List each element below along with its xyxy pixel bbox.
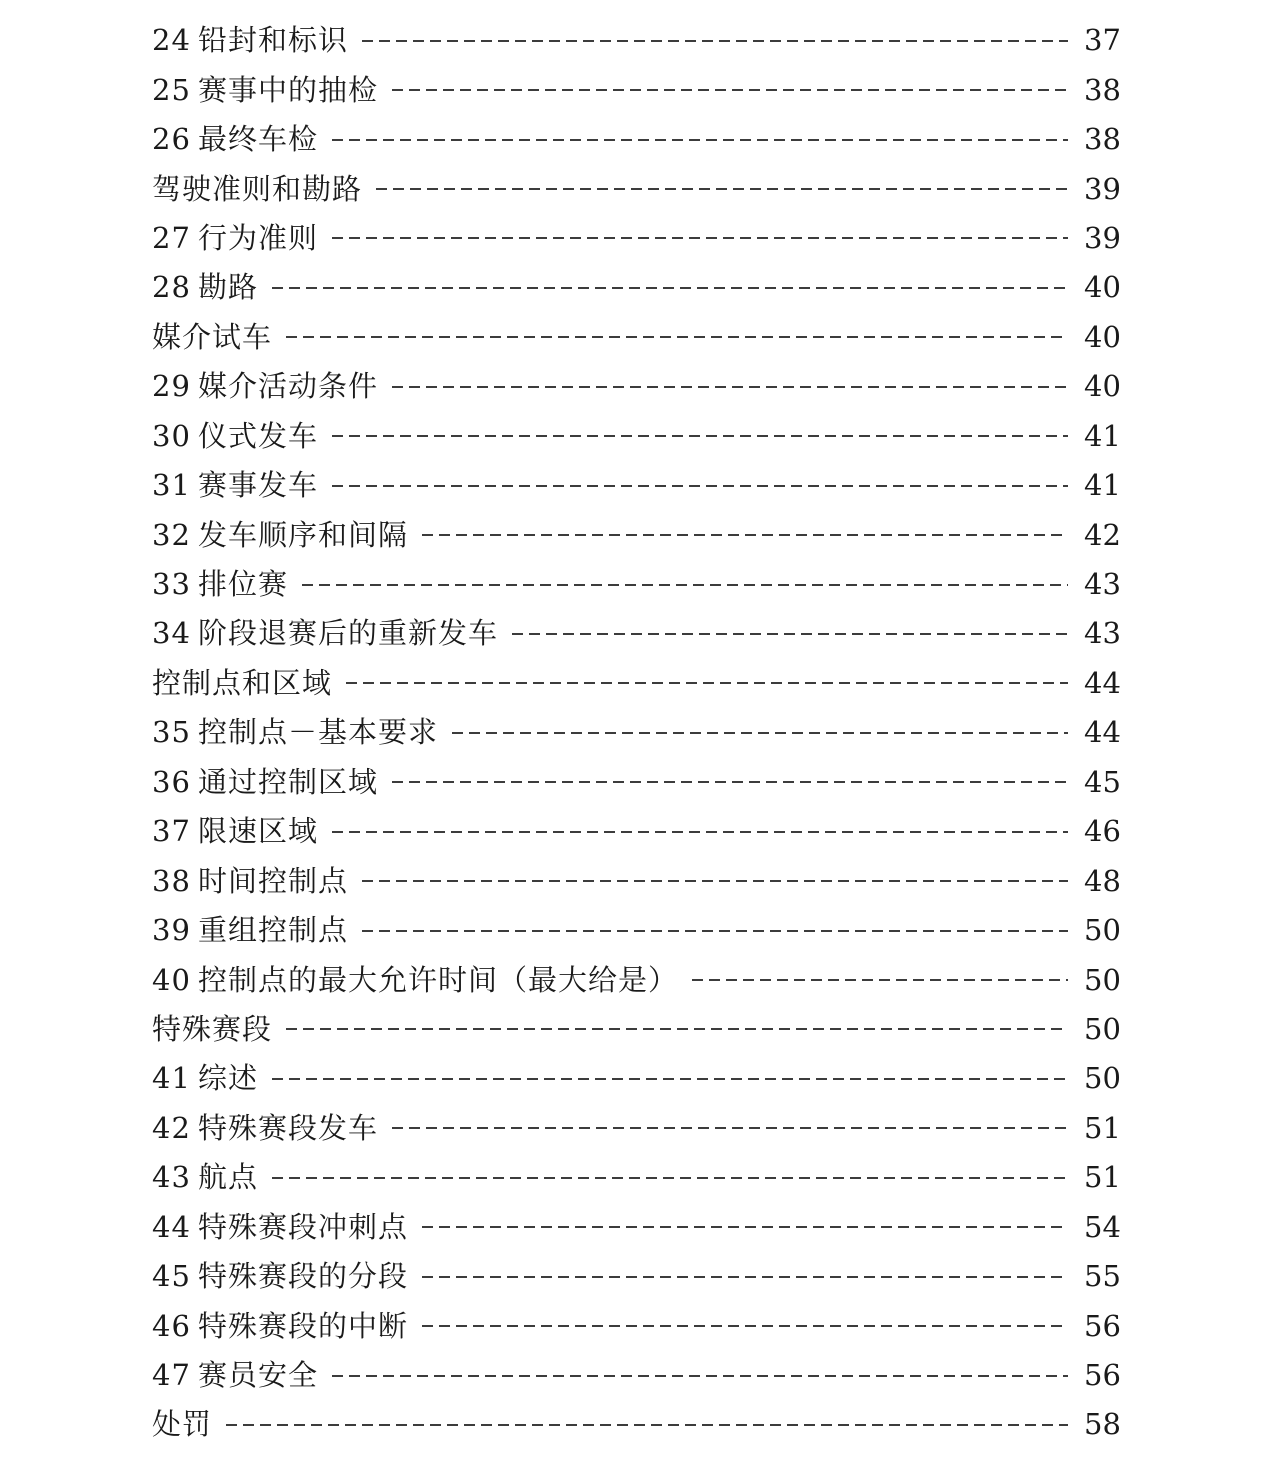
toc-entry-title: 排位赛 [198,567,289,602]
toc-entry-number: 35 [152,715,191,750]
dash-leader [422,1276,1068,1278]
toc-section-title: 特殊赛段 [152,1011,273,1046]
toc-page-number: 39 [1084,220,1121,255]
toc-entry[interactable] [152,609,1121,658]
toc-entry-title: 仪式发车 [198,418,319,453]
dash-leader [302,584,1068,586]
toc-entry-title: 赛员安全 [198,1358,319,1393]
toc-entry[interactable] [152,708,1121,757]
dash-leader [332,831,1068,833]
toc-page-number: 56 [1084,1308,1121,1343]
dash-leader [362,930,1068,932]
toc-entry[interactable] [152,856,1121,905]
toc-entry[interactable] [152,16,1121,65]
toc-page-number: 50 [1084,913,1121,948]
toc-entry[interactable] [152,1203,1121,1252]
toc-page-number: 40 [1084,319,1121,354]
dash-leader [226,1424,1068,1426]
toc-entry[interactable] [152,164,1121,213]
toc-entry-number: 40 [152,962,191,997]
toc-entry[interactable] [152,362,1121,411]
toc-entry[interactable] [152,659,1121,708]
toc-entry-title: 特殊赛段的中断 [198,1308,409,1343]
dash-leader [332,435,1068,437]
toc-section-title: 控制点和区域 [152,665,333,700]
toc-entry-number: 30 [152,418,191,453]
dash-leader [286,1028,1068,1030]
toc-entry-title: 特殊赛段冲刺点 [198,1209,409,1244]
toc-entry-title: 勘路 [198,270,259,305]
toc-entry-number: 39 [152,913,191,948]
toc-section-title: 媒介试车 [152,319,273,354]
toc-page-number: 44 [1084,665,1121,700]
toc-entry-number: 46 [152,1308,191,1343]
dash-leader [422,1226,1068,1228]
dash-leader [452,732,1068,734]
toc-page-number: 58 [1084,1407,1121,1442]
toc-entry-number: 33 [152,567,191,602]
dash-leader [392,386,1068,388]
toc-entry[interactable] [152,412,1121,461]
toc-entry-number: 27 [152,220,191,255]
dash-leader [346,682,1068,684]
toc-entry[interactable] [152,263,1121,312]
toc-entry-number: 44 [152,1209,191,1244]
dash-leader [272,287,1068,289]
toc-entry[interactable] [152,560,1121,609]
toc-entry-title: 发车顺序和间隔 [198,517,409,552]
dash-leader [272,1177,1068,1179]
dash-leader [272,1078,1068,1080]
toc-entry[interactable] [152,758,1121,807]
toc-entry-title: 赛事发车 [198,468,319,503]
toc-page-number: 48 [1084,863,1121,898]
toc-page-number: 50 [1084,1061,1121,1096]
toc-entry-number: 37 [152,814,191,849]
toc-page-number: 38 [1084,72,1121,107]
toc-entry-title: 限速区域 [198,814,319,849]
dash-leader [392,781,1068,783]
toc-entry-title: 铅封和标识 [198,23,349,58]
dash-leader [392,1127,1068,1129]
toc-entry-number: 32 [152,517,191,552]
toc-page-number: 39 [1084,171,1121,206]
toc-page-number: 55 [1084,1259,1121,1294]
toc-entry-title: 赛事中的抽检 [198,72,379,107]
dash-leader [332,139,1068,141]
toc-entry[interactable] [152,1301,1121,1350]
toc-entry[interactable] [152,906,1121,955]
toc-entry-number: 47 [152,1358,191,1393]
dash-leader [376,188,1068,190]
dash-leader [286,336,1068,338]
toc-entry-number: 38 [152,863,191,898]
dash-leader [332,1375,1068,1377]
toc-page-number: 50 [1084,1011,1121,1046]
toc-entry-number: 26 [152,122,191,157]
toc-page-number: 44 [1084,715,1121,750]
dash-leader [692,979,1068,981]
toc-entry-number: 28 [152,270,191,305]
toc-page-number: 43 [1084,616,1121,651]
toc-entry[interactable] [152,115,1121,164]
dash-leader [392,89,1068,91]
toc-entry-number: 43 [152,1160,191,1195]
toc-entry-title: 重组控制点 [198,913,349,948]
toc-entry-title: 综述 [198,1061,259,1096]
toc-page-number: 41 [1084,468,1121,503]
toc-entry-title: 特殊赛段的分段 [198,1259,409,1294]
toc-entry-title: 特殊赛段发车 [198,1110,379,1145]
toc-entry-title: 控制点－基本要求 [198,715,439,750]
toc-entry-number: 25 [152,72,191,107]
toc-entry[interactable] [152,65,1121,114]
toc-entry-number: 36 [152,764,191,799]
toc-entry-number: 45 [152,1259,191,1294]
toc-entry[interactable] [152,1054,1121,1103]
toc-page-number: 41 [1084,418,1121,453]
dash-leader [362,880,1068,882]
toc-entry[interactable] [152,1252,1121,1301]
toc-entry-title: 航点 [198,1160,259,1195]
dash-leader [512,633,1068,635]
toc-page-number: 45 [1084,764,1121,799]
toc-entry[interactable] [152,510,1121,559]
dash-leader [332,237,1068,239]
dash-leader [422,534,1068,536]
toc-page-number: 46 [1084,814,1121,849]
toc-page-number: 50 [1084,962,1121,997]
toc-page-number: 37 [1084,23,1121,58]
toc-entry-number: 29 [152,369,191,404]
toc-entry-title: 最终车检 [198,122,319,157]
toc-page-number: 51 [1084,1110,1121,1145]
toc-page-number: 51 [1084,1160,1121,1195]
toc-entry[interactable] [152,1400,1121,1449]
toc-entry-number: 24 [152,23,191,58]
toc-entry-number: 31 [152,468,191,503]
toc-page-number: 56 [1084,1358,1121,1393]
toc-section-title: 驾驶准则和勘路 [152,171,363,206]
dash-leader [422,1325,1068,1327]
toc-entry-title: 时间控制点 [198,863,349,898]
toc-entry[interactable] [152,1153,1121,1202]
toc-entry-title: 控制点的最大允许时间（最大给是） [198,962,679,997]
toc-page-number: 43 [1084,567,1121,602]
toc-entry-title: 媒介活动条件 [198,369,379,404]
toc-entry[interactable] [152,807,1121,856]
toc-entry[interactable] [152,955,1121,1004]
toc-entry[interactable] [152,1005,1121,1054]
toc-section-title: 处罚 [152,1407,213,1442]
toc-page-number: 54 [1084,1209,1121,1244]
toc-entry-number: 41 [152,1061,191,1096]
toc-entry-number: 42 [152,1110,191,1145]
toc-entry[interactable] [152,1104,1121,1153]
table-of-contents [152,16,1121,1450]
toc-page-number: 38 [1084,122,1121,157]
toc-entry[interactable] [152,461,1121,510]
toc-page-number: 42 [1084,517,1121,552]
toc-page-number: 40 [1084,369,1121,404]
toc-entry-title: 行为准则 [198,220,319,255]
dash-leader [332,485,1068,487]
toc-entry[interactable] [152,1351,1121,1400]
toc-entry-title: 通过控制区域 [198,764,379,799]
toc-page-number: 40 [1084,270,1121,305]
dash-leader [362,40,1068,42]
toc-entry[interactable] [152,214,1121,263]
toc-entry-title: 阶段退赛后的重新发车 [198,616,499,651]
toc-entry[interactable] [152,313,1121,362]
toc-entry-number: 34 [152,616,191,651]
